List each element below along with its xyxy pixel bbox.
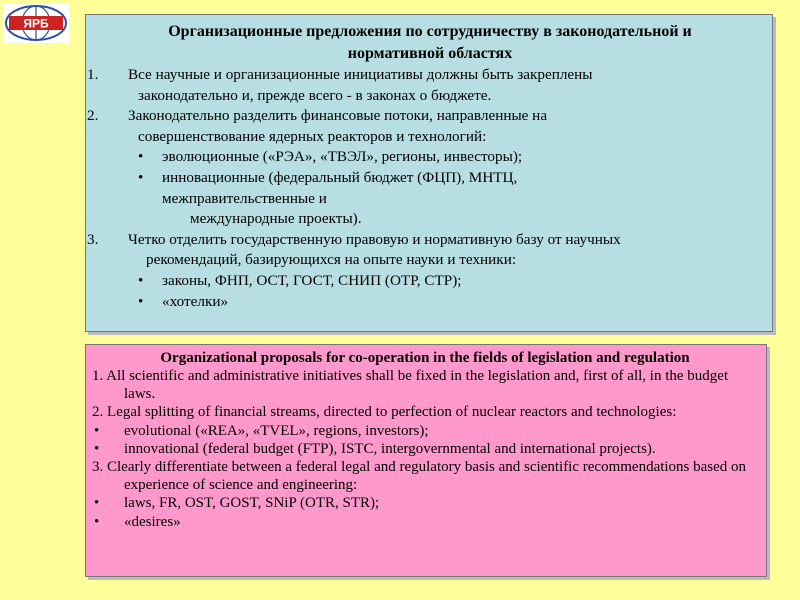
ru-bullet-laws: • законы, ФНП, ОСТ, ГОСТ, СНИП (ОТР, СТР); <box>138 271 462 289</box>
english-proposals-panel <box>85 344 767 577</box>
logo-icon <box>3 3 69 43</box>
ru-bullet-evolutional: • эволюционные («РЭА», «ТВЭЛ», регионы, инвесторы); <box>138 148 523 166</box>
ru-bullet-innovational: • инновационные (федеральный бюджет (ФЦП), МНТЦ, межправительственные и международные проекты). <box>138 168 518 228</box>
logo-text: ЯРБ <box>23 16 49 31</box>
en-bullet-evolutional: • evolutional («REA», «TVEL», regions, investors); <box>94 422 429 439</box>
en-bullet-innovational: • innovational (federal budget (FTP), ISTC, intergovernmental and international projects). <box>94 441 656 458</box>
en-item-3: 3. Clearly differentiate between a federal legal and regulatory basis and scientific recommendations based on experience of science and engineering: <box>92 459 747 493</box>
en-bullet-desires: • «desires» <box>94 513 181 530</box>
en-item-1: 1. All scientific and administrative initiatives shall be fixed in the legislation and, first of all, in the budget laws. <box>92 368 729 402</box>
ru-item-2: 2. Законодательно разделить финансовые потоки, направленные на совершенствование ядерных реакторов и технологий: <box>87 107 548 145</box>
ru-item-3: 3. Четко отделить государственную правовую и нормативную базу от научных рекомендаций, базирующихся на опыте науки и техники: <box>87 230 621 269</box>
en-item-2: 2. Legal splitting of financial streams, directed to perfection of nuclear reactors and technologies: <box>92 404 677 421</box>
ru-title: Организационные предложения по сотрудничеству в законодательной и нормативной областях <box>168 23 692 62</box>
russian-proposals-panel <box>85 14 773 332</box>
ru-item-1: 1. Все научные и организационные инициативы должны быть закреплены законодательно и, прежде всего - в законах о бюджете. <box>87 66 593 104</box>
en-title: Organizational proposals for co-operation in the fields of legislation and regulation <box>160 350 690 366</box>
ru-bullet-desires: • «хотелки» <box>138 292 229 310</box>
en-bullet-laws: • laws, FR, OST, GOST, SNiP (OTR, STR); <box>94 495 380 512</box>
